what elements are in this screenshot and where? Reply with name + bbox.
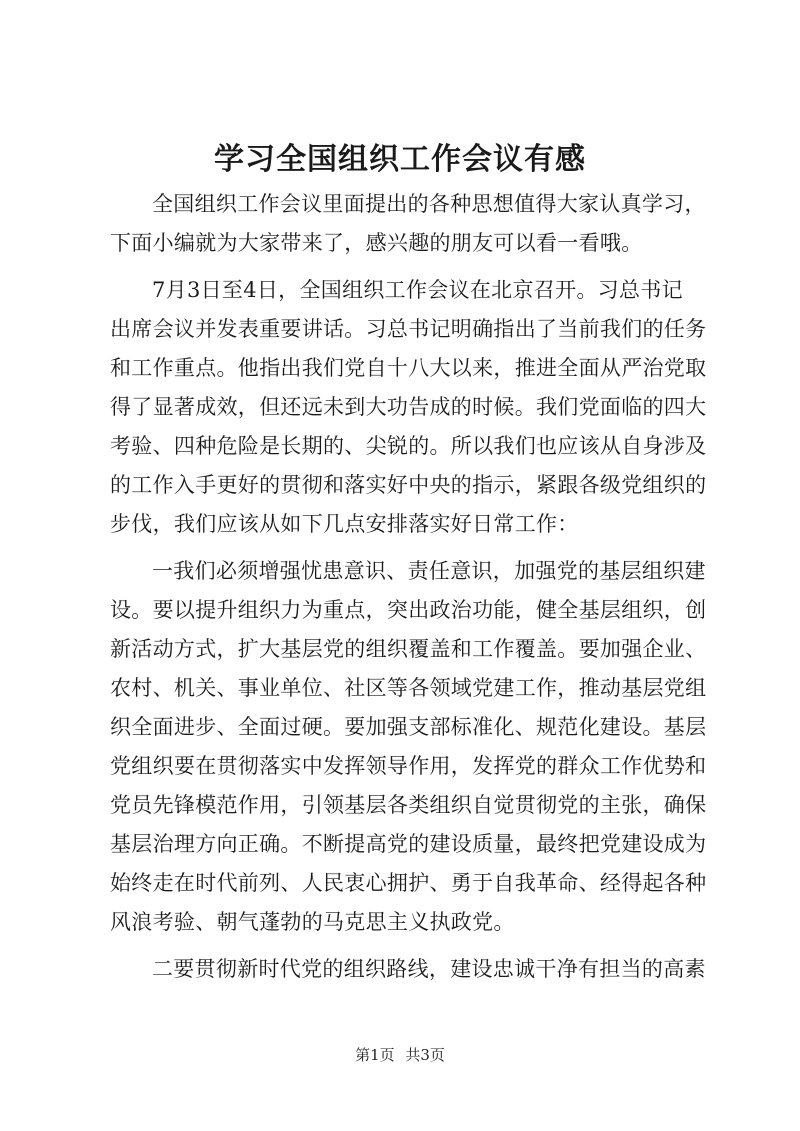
text-line: 出席会议并发表重要讲话。习总书记明确指出了当前我们的任务 <box>110 317 707 341</box>
text-line: 和工作重点。他指出我们党自十八大以来，推进全面从严治党取 <box>110 356 707 380</box>
document-body <box>110 185 710 997</box>
text-line: 7月3日至4日，全国组织工作会议在北京召开。习总书记 <box>152 278 683 302</box>
text-line: 新活动方式，扩大基层党的组织覆盖和工作覆盖。要加强企业、 <box>110 637 707 661</box>
paragraph-meeting <box>110 271 710 544</box>
text-line: 农村、机关、事业单位、社区等各领域党建工作，推动基层党组 <box>110 676 707 700</box>
text-line: 织全面进步、全面过硬。要加强支部标准化、规范化建设。基层 <box>110 715 707 739</box>
text-line: 一我们必须增强忧患意识、责任意识，加强党的基层组织建 <box>152 559 706 583</box>
page-footer <box>0 1045 800 1065</box>
paragraph-point-two <box>110 950 710 989</box>
text-line: 步伐，我们应该从如下几点安排落实好日常工作： <box>110 512 579 536</box>
paragraph-point-one <box>110 552 710 942</box>
text-line: 二要贯彻新时代党的组织路线，建设忠诚干净有担当的高素 <box>152 957 706 981</box>
page-number: 第1页 <box>355 1046 395 1064</box>
text-line: 基层治理方向正确。不断提高党的建设质量，最终把党建设成为 <box>110 832 707 856</box>
text-line: 设。要以提升组织力为重点，突出政治功能，健全基层组织，创 <box>110 598 707 622</box>
text-line: 全国组织工作会议里面提出的各种思想值得大家认真学习， <box>152 192 706 216</box>
page-total: 共3页 <box>405 1046 445 1064</box>
paragraph-intro <box>110 185 710 263</box>
text-line: 下面小编就为大家带来了，感兴趣的朋友可以看一看哦。 <box>110 231 643 255</box>
text-line: 的工作入手更好的贯彻和落实好中央的指示，紧跟各级党组织的 <box>110 473 707 497</box>
document-title: 学习全国组织工作会议有感 <box>214 142 586 177</box>
text-line: 得了显著成效，但还远未到大功告成的时候。我们党面临的四大 <box>110 395 707 419</box>
text-line: 党员先锋模范作用，引领基层各类组织自觉贯彻党的主张，确保 <box>110 793 707 817</box>
text-line: 始终走在时代前列、人民衷心拥护、勇于自我革命、经得起各种 <box>110 871 707 895</box>
text-line: 风浪考验、朝气蓬勃的马克思主义执政党。 <box>110 910 515 934</box>
text-line: 党组织要在贯彻落实中发挥领导作用，发挥党的群众工作优势和 <box>110 754 707 778</box>
text-line: 考验、四种危险是长期的、尖锐的。所以我们也应该从自身涉及 <box>110 434 707 458</box>
